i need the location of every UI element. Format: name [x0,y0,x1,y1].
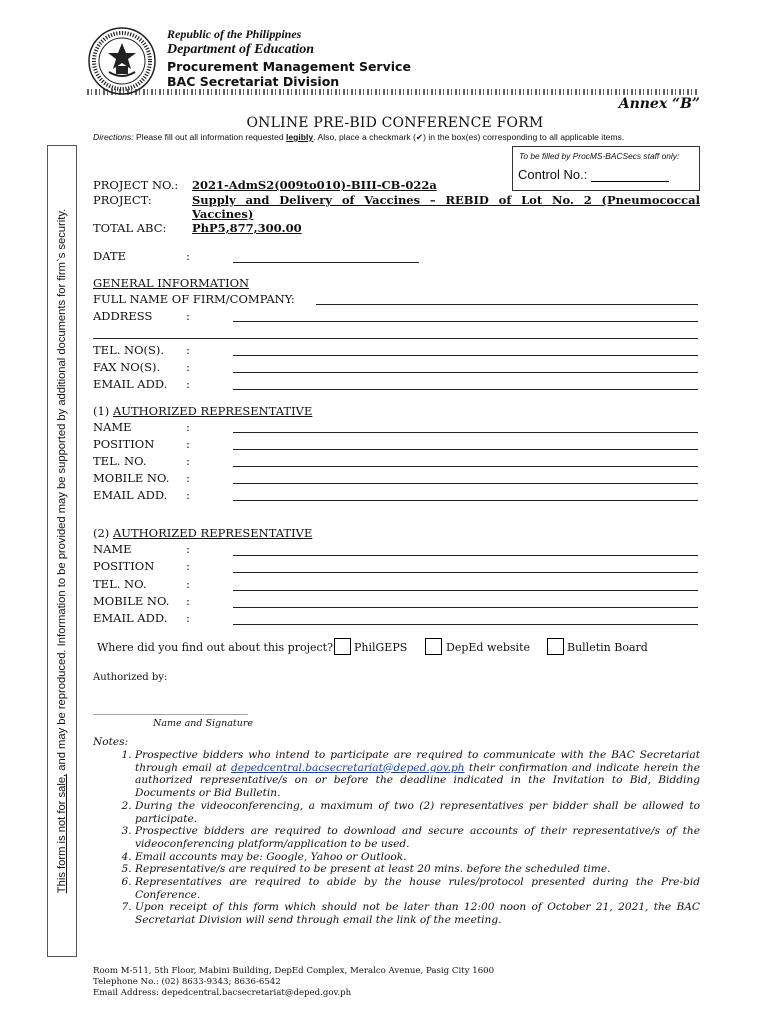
header-ornament-divider [87,89,699,95]
colon: : [186,594,190,608]
form-title: ONLINE PRE-BID CONFERENCE FORM [246,115,544,131]
rep2-prefix: (2) [93,526,110,540]
rep1-position-label: POSITION [93,437,155,451]
bulletin-board-label: Bulletin Board [567,641,648,654]
colon: : [186,309,190,323]
colon: : [186,577,190,591]
staff-only-box [512,146,700,191]
note-item-2: 2. During the videoconferencing, a maximum of two (2) representatives per bidder shall be allowed to participate. [135,800,700,825]
republic-text: Republic of the Philippines [167,27,302,41]
colon: : [186,420,190,434]
rep1-name-label: NAME [93,420,132,434]
project-label: PROJECT: [93,193,152,207]
address-field-line-2[interactable] [93,338,698,339]
bac-email-link[interactable]: depedcentral.bacsecretariat@deped.gov.ph [230,761,465,774]
not-for-sale-text: This form is not for sale, [56,773,68,894]
note-1-post: their confirmation and indicate herein the authorized representative/s on or before the deadline indicated in the Invitation to Bid, Bidding Documents or Bid Bulletin. [135,761,700,800]
annex-label: Annex “B” [618,96,700,112]
side-notice-box [47,145,77,957]
abc-label: TOTAL ABC: [93,221,167,235]
staff-note: To be filled by ProcMS-BACSecs staff only: [519,151,680,161]
rep2-name-field[interactable] [233,555,698,556]
footer-address: Room M-511, 5th Floor, Mabini Building, DepEd Complex, Meralco Avenue, Pasig City 1600 [93,966,495,976]
directions-text [93,132,624,143]
project-no-label: PROJECT NO.: [93,178,179,192]
rep2-heading [93,526,312,540]
department-text: Department of Education [167,42,315,57]
colon: : [186,360,190,374]
signature-caption: Name and Signature [153,718,254,729]
rep1-tel-field[interactable] [233,466,698,467]
tel-field[interactable] [233,355,698,356]
service-text: Procurement Management Service [167,59,411,74]
rep1-position-field[interactable] [233,449,698,450]
colon: : [186,471,190,485]
deped-website-label: DepEd website [446,641,530,654]
note-item-6: 6. Representatives are required to abide by the house rules/protocol presented during the Pre-bid Conference. [135,876,700,901]
directions-bold: legibly [285,132,314,142]
reproduction-text: and may be reproduced. Information to be provided may be supported by additional documents for firm`s security. [56,208,68,774]
philgeps-checkbox[interactable] [334,638,351,655]
bulletin-board-checkbox[interactable] [547,638,564,655]
footer-email: Email Address: depedcentral.bacsecretariat@deped.gov.ph [93,988,352,998]
colon: : [186,454,190,468]
rep2-mobile-field[interactable] [233,607,698,608]
signature-line[interactable]: _______________________________ [93,704,248,715]
side-notice-text [56,209,68,893]
rep1-mobile-field[interactable] [233,483,698,484]
notes-heading: Notes: [93,736,129,748]
rep1-email-label: EMAIL ADD. [93,488,168,502]
fax-label: FAX NO(S). [93,360,161,374]
deped-website-checkbox[interactable] [425,638,442,655]
note-item-7: 7. Upon receipt of this form which should not be later than 12:00 noon of October 21, 2021, the BAC Secretariat Division will send through email the link of the meeting. [135,901,700,926]
rep2-heading-text: AUTHORIZED REPRESENTATIVE [112,526,313,540]
control-number [518,167,669,182]
philgeps-label: PhilGEPS [354,641,408,654]
note-1-pre: Prospective bidders who intend to participate are required to communicate with the BAC Secretariat through email at [135,749,700,774]
control-label: Control No.: [518,167,588,182]
rep1-heading [93,404,312,418]
colon: : [186,343,190,357]
division-text: BAC Secretariat Division [167,74,340,89]
colon: : [186,377,190,391]
project-no-value: 2021-AdmS2(009to010)-BIII-CB-022a [192,178,437,192]
deped-seal-icon [87,26,157,96]
address-field[interactable] [233,321,698,322]
address-label: ADDRESS [93,309,153,323]
rep2-tel-field[interactable] [233,590,698,591]
general-info-heading: GENERAL INFORMATION [93,276,250,290]
colon: : [186,559,190,573]
rep1-tel-label: TEL. NO. [93,454,147,468]
rep1-mobile-label: MOBILE NO. [93,471,170,485]
firm-label: FULL NAME OF FIRM/COMPANY: [93,292,295,306]
note-item-5: 5. Representative/s are required to be present at least 20 mins. before the scheduled time. [135,863,700,876]
email-field[interactable] [233,389,698,390]
date-label: DATE [93,249,126,263]
rep2-email-field[interactable] [233,624,698,625]
rep2-mobile-label: MOBILE NO. [93,594,170,608]
note-item-1 [135,749,700,800]
notes-list [93,749,700,927]
rep2-email-label: EMAIL ADD. [93,611,168,625]
rep2-tel-label: TEL. NO. [93,577,147,591]
colon: : [186,611,190,625]
directions-label: Directions: [93,132,134,142]
rep2-position-field[interactable] [233,572,698,573]
footer-telephone: Telephone No.: (02) 8633-9343; 8636-6542 [93,977,281,987]
rep1-email-field[interactable] [233,500,698,501]
firm-field[interactable] [316,304,698,305]
rep2-position-label: POSITION [93,559,155,573]
colon: : [186,488,190,502]
note-item-4: 4. Email accounts may be: Google, Yahoo or Outlook. [135,851,700,864]
directions-post: . Also, place a checkmark (✔) in the box(es) corresponding to all applicable items. [313,132,625,142]
date-field[interactable] [233,262,419,263]
rep1-heading-text: AUTHORIZED REPRESENTATIVE [112,404,313,418]
project-value: Supply and Delivery of Vaccines – REBID of Lot No. 2 (Pneumococcal Vaccines) [192,193,700,221]
directions-pre: Please fill out all information requested [135,132,284,142]
abc-value: PhP5,877,300.00 [192,221,302,235]
fax-field[interactable] [233,372,698,373]
authorized-by-label: Authorized by: [93,672,168,683]
colon: : [186,249,190,263]
control-number-field[interactable] [591,168,669,182]
email-label: EMAIL ADD. [93,377,168,391]
tel-label: TEL. NO(S). [93,343,165,357]
note-item-3: 3. Prospective bidders are required to download and secure accounts of their representative/s of the videoconferencing platform/application to be used. [135,825,700,850]
colon: : [186,542,190,556]
colon: : [186,437,190,451]
rep2-name-label: NAME [93,542,132,556]
source-question: Where did you find out about this project? [97,641,333,654]
rep1-prefix: (1) [93,404,110,418]
rep1-name-field[interactable] [233,432,698,433]
